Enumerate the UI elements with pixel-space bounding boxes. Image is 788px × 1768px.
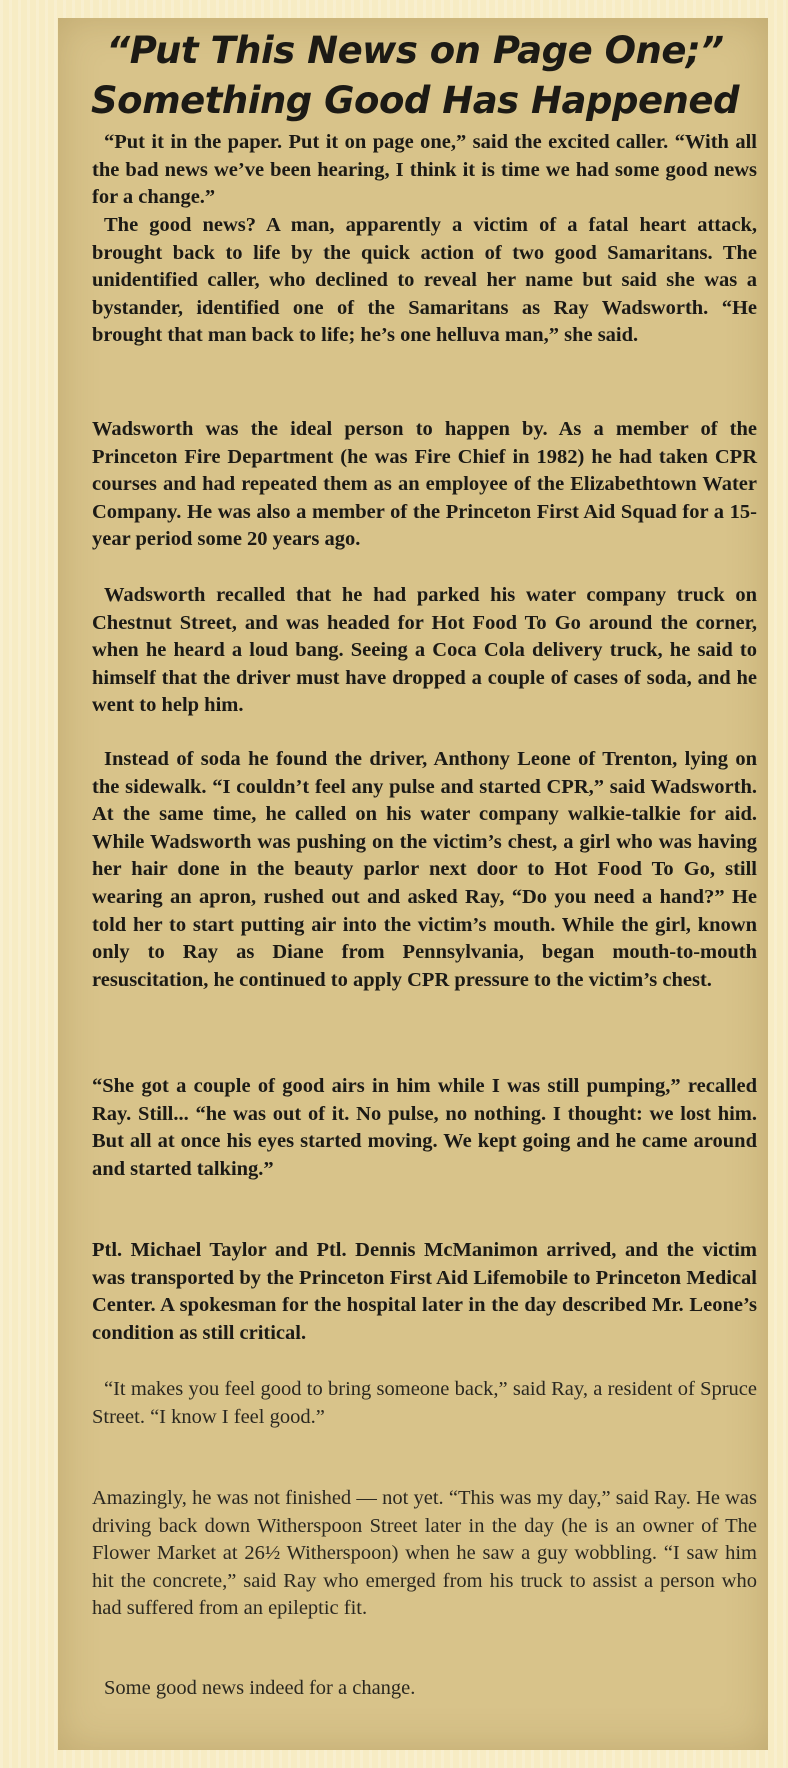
paragraph-4: Wadsworth recalled that he had parked his water company truck on Chestnut Street, and was headed for Hot Food To Go around the corner, when he heard a loud bang. Seeing a Coca Cola delivery truck, he said to himself that the driver must have dropped a couple of cases of soda, and he went to help him. [92, 584, 757, 717]
paragraph-2: The good news? A man, apparently a victim of a fatal heart attack, brought back to life by the quick action of two good Samaritans. The unidentified caller, who declined to reveal her name but said she was a bystander, identified one of the Samaritans as Ray Wadsworth. “He brought that man back to life; he’s one helluva man,” she said. [92, 214, 757, 347]
paragraph-3: Wadsworth was the ideal person to happen by. As a member of the Princeton Fire Department (he was Fire Chief in 1982) he had taken CPR courses and had repeated them as an employee of the Elizabethtown Water Company. He was also a member of the Princeton First Aid Squad for a 15-year period some 20 years ago. [92, 418, 757, 551]
paragraph-7: Ptl. Michael Taylor and Ptl. Dennis McManimon arrived, and the victim was transported by the Princeton First Aid Lifemobile to Princeton Medical Center. A spokesman for the hospital later in the day described Mr. Leone’s condition as still critical. [92, 1239, 757, 1344]
paragraph-5: Instead of soda he found the driver, Anthony Leone of Trenton, lying on the sidewalk. “I couldn’t feel any pulse and started CPR,” said Wadsworth. At the same time, he called on his water company walkie-talkie for aid. While Wadsworth was pushing on the victim’s chest, a girl who was having her hair done in the beauty parlor next door to Hot Food To Go, still wearing an apron, rushed out and asked Ray, “Do you need a hand?” He told her to start putting air into the victim’s mouth. While the girl, known only to Ray as Diane from Pennsylvania, began mouth-to-mouth resuscitation, he continued to apply CPR pressure to the victim’s chest. [92, 748, 757, 991]
headline-line-1: “Put This News on Page One;” [106, 29, 724, 72]
paragraph-1: “Put it in the paper. Put it on page one,” said the excited caller. “With all the bad news we’ve been hearing, I think it is time we had some good news for a change.” [92, 131, 757, 209]
headline-line-2: Something Good Has Happened [91, 79, 739, 122]
paragraph-10: Some good news indeed for a change. [104, 1677, 416, 1699]
headline [70, 26, 760, 126]
paragraph-6: “She got a couple of good airs in him while I was still pumping,” recalled Ray. Still... “he was out of it. No pulse, no nothing. I thought: we lost him. But all at once his eyes started moving. We kept going and he came around and started talking.” [92, 1075, 757, 1180]
paragraph-9: Amazingly, he was not finished — not yet. “This was my day,” said Ray. He was driving back down Witherspoon Street later in the day (he is an owner of The Flower Market at 26½ Witherspoon) when he saw a guy wobbling. “I saw him hit the concrete,” said Ray who emerged from his truck to assist a person who had suffered from an epileptic fit. [92, 1487, 757, 1620]
paragraph-8: “It makes you feel good to bring someone back,” said Ray, a resident of Spruce Street. “I know I feel good.” [92, 1378, 757, 1428]
